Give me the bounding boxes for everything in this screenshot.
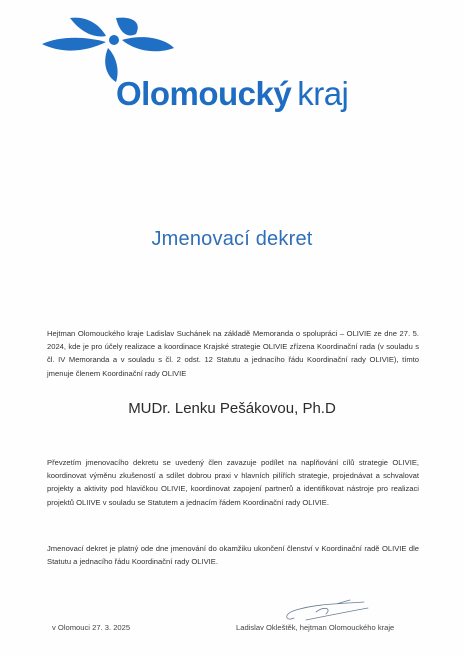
validity-paragraph: Jmenovací dekret je platný ode dne jmenování do okamžiku ukončení členství v Koordinační radě OLIVIE dle Statutu a jednacího řádu Koordinační rady OLIVIE. bbox=[47, 544, 419, 567]
intro-paragraph: Hejtman Olomouckého kraje Ladislav Suchánek na základě Memoranda o spolupráci – OLIVIE ze dne 27. 5. 2024, kde je pro účely realizace a koordinace Krajské strategie OLIVIE zřízena Koordinační rada (v souladu s čl. IV Memoranda a v souladu s čl. 2 odst. 12 Statutu a jednacího řádu Koordinační rady OLIVIE), tímto jmenuje členem Koordinační rady OLIVIE bbox=[47, 329, 419, 378]
appointee-name: MUDr. Lenku Pešákovou, Ph.D bbox=[128, 400, 336, 417]
signatory-line: Ladislav Okleštěk, hejtman Olomouckého kraje bbox=[236, 623, 395, 632]
logo-wordmark bbox=[116, 74, 348, 114]
logo-word-light: kraj bbox=[297, 75, 349, 112]
olomoucky-kraj-logo bbox=[40, 14, 380, 110]
document-title: Jmenovací dekret bbox=[151, 228, 313, 250]
handwritten-signature bbox=[276, 598, 376, 624]
obligations-paragraph: Převzetím jmenovacího dekretu se uvedený člen zavazuje podílet na naplňování cílů strategie OLIVIE, koordinovat výměnu zkušeností a sdílet dobrou praxi v hlavních pilířích strategie, projednávat a schvalovat projekty a aktivity pod hlavičkou OLIVIE, koordinovat zapojení partnerů a identifikovat nástroje pro realizaci projektů OLIIVE v souladu se Statutem a jednacím řádem Koordinační rady OLIVIE. bbox=[47, 458, 419, 507]
place-date: v Olomouci 27. 3. 2025 bbox=[52, 623, 131, 632]
logo-word-bold: Olomoucký bbox=[116, 75, 292, 112]
